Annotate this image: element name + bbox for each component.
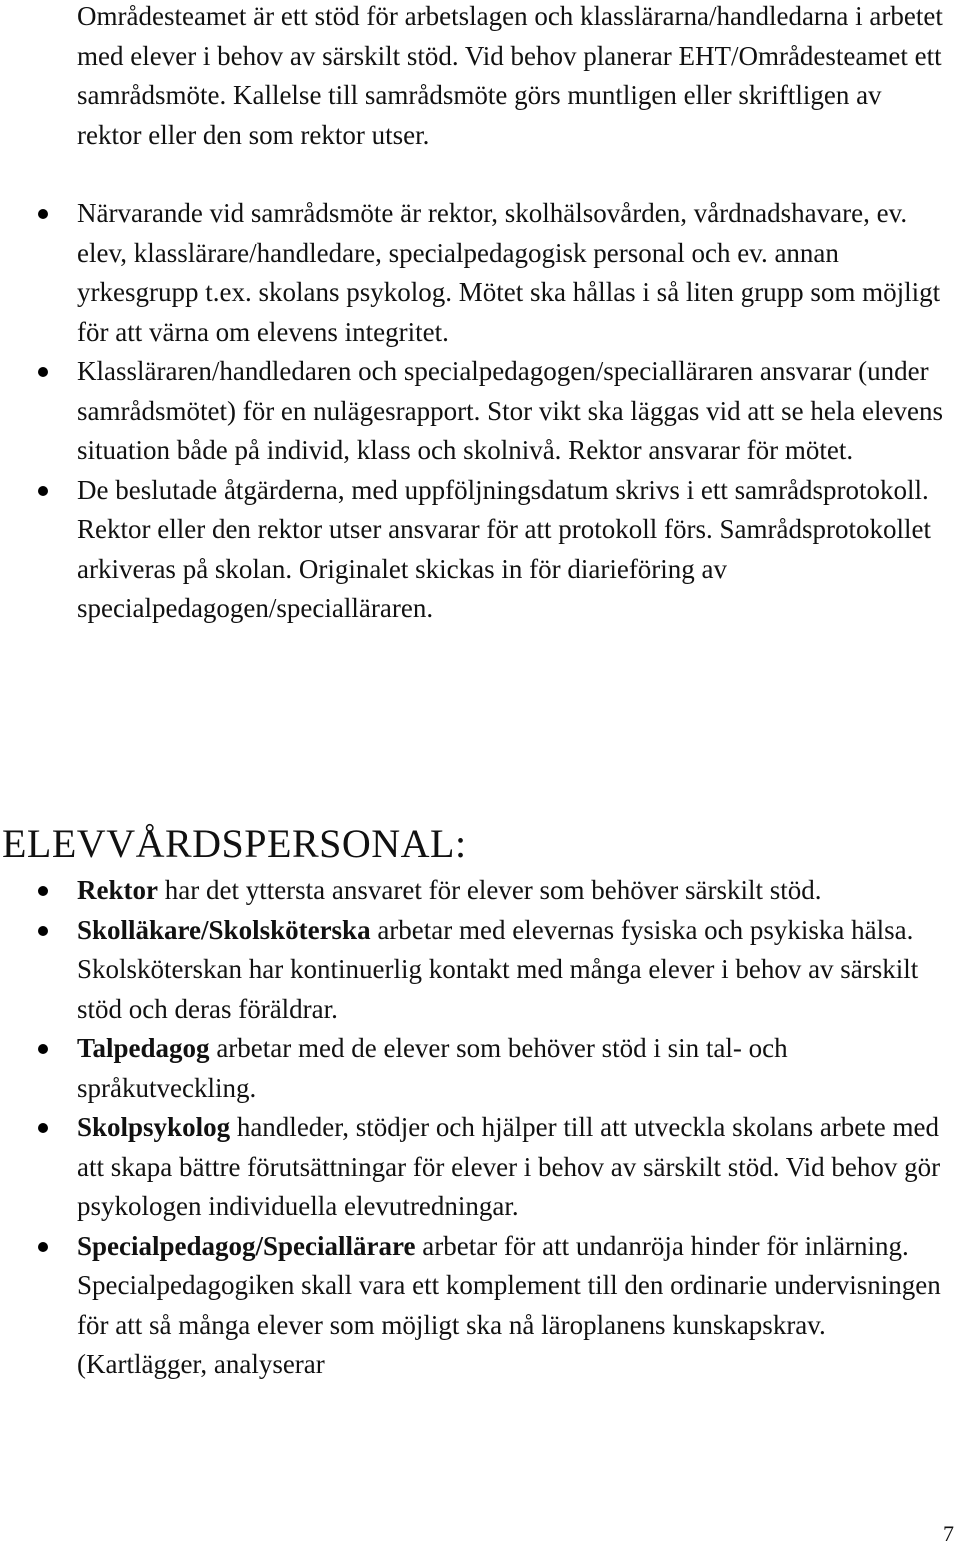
bullet-text: Närvarande vid samrådsmöte är rektor, skolhälsovården, vårdnadshavare, ev. elev, klasslärare/handledare, specialpedagogisk personal och ev. annan yrkesgrupp t.ex. skolans psykolog. Mötet ska hållas i så liten grupp som möjligt för att värna om elevens integritet. [77,198,941,347]
bullet-icon [38,486,48,496]
list-item [0,194,960,352]
staff-bullet-list [0,871,960,1385]
role-description: har det yttersta ansvaret för elever som behöver särskilt stöd. [157,875,822,905]
list-item [0,871,960,911]
role-name: Talpedagog [77,1033,210,1063]
bullet-icon [38,1242,48,1252]
role-description: arbetar med elevernas fysiska och psykiska hälsa. Skolsköterskan har kontinuerlig kontakt med många elever i behov av särskilt stöd och deras föräldrar. [77,914,919,1024]
list-item [0,911,960,1030]
section-heading: ELEVVÅRDSPERSONAL: [2,821,467,866]
bullet-icon [38,886,48,896]
bullet-icon [38,209,48,219]
bullet-text: Klassläraren/handledaren och specialpedagogen/specialläraren ansvarar (under samrådsmötet) för en nulägesrapport. Stor vikt ska läggas vid att se hela elevens situation både på individ, klass och skolnivå. Rektor ansvarar för mötet. [77,356,944,465]
procedure-bullet-list [0,194,960,629]
list-item [0,1108,960,1227]
list-item [0,1029,960,1108]
role-name: Specialpedagog/Speciallärare [77,1230,416,1261]
role-description: handleder, stödjer och hjälper till att utveckla skolans arbete med att skapa bättre förutsättningar för elever i behov av särskilt stöd. Vid behov gör psykologen individuella elevutredningar. [77,1112,941,1221]
list-item [0,352,960,471]
role-name: Skolläkare/Skolsköterska [77,914,371,945]
role-description: arbetar för att undanröja hinder för inlärning. Specialpedagogiken skall vara ett komplement till den ordinarie undervisningen för att så många elever som möjligt ska nå läroplanens kunskapskrav. (Kartlägger, analyserar [77,1230,941,1379]
bullet-icon [38,926,48,936]
list-item [0,1227,960,1385]
role-description: arbetar med de elever som behöver stöd i sin tal- och språkutveckling. [77,1033,788,1103]
role-name: Skolpsykolog [77,1112,231,1142]
bullet-icon [38,367,48,377]
role-name: Rektor [77,875,158,905]
page-number: 7 [943,1521,954,1546]
bullet-icon [38,1044,48,1054]
bullet-text: De beslutade åtgärderna, med uppföljningsdatum skrivs i ett samrådsprotokoll. Rektor eller den rektor utser ansvarar för att protokoll förs. Samrådsprotokollet arkiveras på skolan. Originalet skickas in för diarieföring av specialpedagogen/specialläraren. [77,474,931,623]
list-item [0,471,960,629]
bullet-icon [38,1123,48,1133]
intro-paragraph: Områdesteamet är ett stöd för arbetslagen och klasslärarna/handledarna i arbetet med elever i behov av särskilt stöd. Vid behov planerar EHT/Områdesteamet ett samrådsmöte. Kallelse till samrådsmöte görs muntligen eller skriftligen av rektor eller den som rektor utser. [77,1,943,150]
